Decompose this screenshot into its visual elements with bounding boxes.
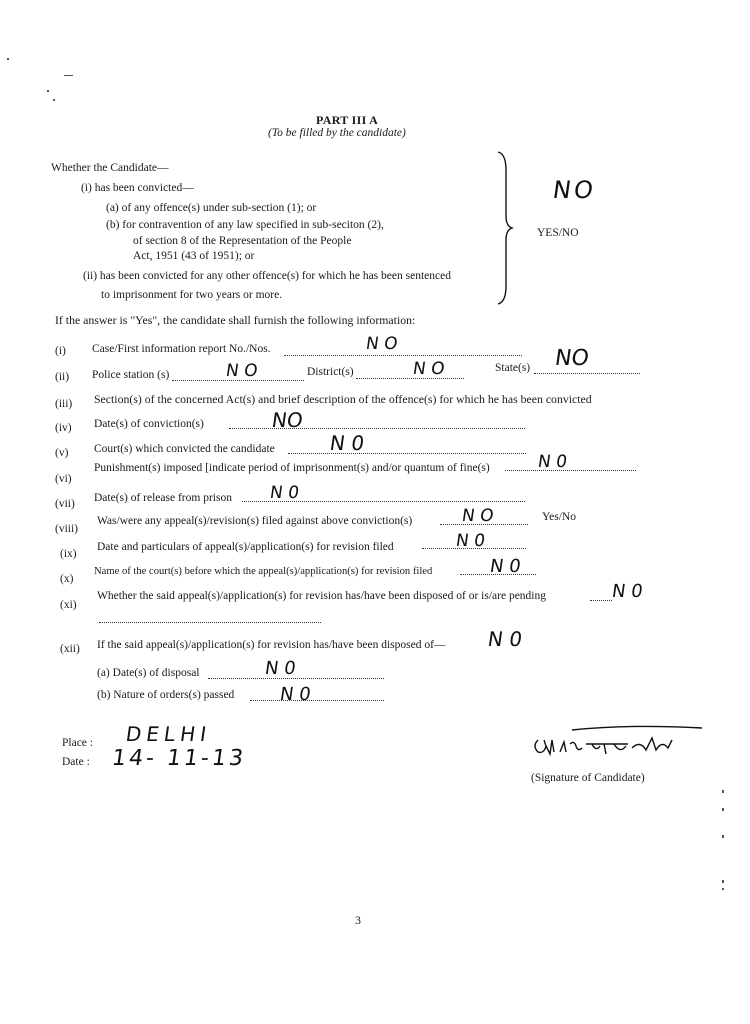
answer-line: [505, 470, 636, 471]
scan-speck: [722, 835, 724, 838]
item-xii-a-answer: N 0: [263, 658, 298, 679]
clause-a: (a) of any offence(s) under sub-section (1); or: [106, 202, 317, 214]
place-label: Place :: [62, 737, 93, 749]
item-iii-label: Section(s) of the concerned Act(s) and brief description of the offence(s) for which he has been convicted: [94, 392, 592, 406]
answer-line: [208, 678, 384, 679]
item-number: (viii): [55, 523, 78, 535]
answer-line: [288, 453, 526, 454]
item-ii-label: Police station (s): [92, 369, 170, 381]
item-vi-answer: N 0: [536, 452, 569, 472]
clause-i: (i) has been convicted—: [81, 182, 194, 194]
part-subtitle: (To be filled by the candidate): [268, 127, 406, 139]
yesno-handwritten-answer: NO: [551, 176, 598, 204]
state-answer: NO: [553, 346, 591, 371]
signature-caption: (Signature of Candidate): [531, 772, 645, 784]
answer-line: [284, 355, 522, 356]
item-number: (xii): [60, 643, 80, 655]
item-x-label: Name of the court(s) before which the appeal(s)/application(s) for revision filed: [94, 566, 433, 577]
scan-speck: [722, 808, 724, 811]
place-value: DELHI: [124, 722, 213, 746]
district-answer: N O: [411, 359, 446, 379]
item-number: (i): [55, 345, 66, 357]
clause-b-line1: (b) for contravention of any law specified in sub-seciton (2),: [106, 219, 384, 231]
item-iv-answer: NO: [270, 408, 305, 432]
item-xii-b-answer: N 0: [278, 684, 313, 705]
item-v-answer: N 0: [328, 431, 366, 455]
item-number: (x): [60, 573, 74, 585]
right-brace: [496, 150, 516, 306]
scan-speck: [722, 880, 724, 883]
item-x-answer: N 0: [488, 556, 523, 577]
item-iv-label: Date(s) of conviction(s): [94, 418, 204, 430]
answer-line: [250, 700, 384, 701]
clause-ii-line2: to imprisonment for two years or more.: [101, 289, 283, 301]
answer-line: [356, 378, 464, 379]
item-ix-answer: N 0: [454, 531, 487, 551]
answer-line: [590, 600, 612, 601]
scan-speck: [7, 58, 9, 60]
date-value: 14- 11-13: [110, 746, 248, 771]
item-number: (iii): [55, 398, 73, 410]
item-number: (ix): [60, 548, 77, 560]
district-label: District(s): [307, 366, 354, 378]
item-number: (iv): [55, 422, 72, 434]
answer-line: [99, 622, 321, 623]
item-viii-yesno: Yes/No: [542, 511, 576, 523]
item-xi-answer: N 0: [610, 581, 645, 602]
item-number: (v): [55, 447, 69, 459]
item-v-label: Court(s) which convicted the candidate: [94, 443, 275, 455]
item-vi-label: Punishment(s) imposed [indicate period of imprisonment(s) and/or quantum of fine(s): [94, 462, 490, 474]
yesno-label: YES/NO: [537, 227, 579, 239]
clause-b-line3: Act, 1951 (43 of 1951); or: [133, 250, 255, 262]
if-yes-instruction: If the answer is "Yes", the candidate shall furnish the following information:: [55, 313, 416, 327]
answer-line: [534, 373, 640, 374]
scan-speck: [53, 99, 55, 101]
item-viii-answer: N O: [460, 506, 495, 526]
scan-speck: [47, 90, 49, 92]
item-ii-police-answer: N O: [224, 361, 259, 381]
candidate-signature: [530, 722, 705, 762]
item-number: (vii): [55, 498, 75, 510]
item-number: (ii): [55, 371, 70, 383]
item-viii-label: Was/were any appeal(s)/revision(s) filed against above conviction(s): [97, 515, 413, 527]
clause-ii-line1: (ii) has been convicted for any other offence(s) for which he has been sentenced: [83, 270, 451, 282]
scan-speck: [722, 790, 724, 793]
item-xii-label: If the said appeal(s)/application(s) for revision has/have been disposed of—: [97, 639, 446, 651]
part-title: PART III A: [316, 113, 379, 127]
scan-speck: [64, 75, 73, 76]
clause-b-line2: of section 8 of the Representation of the People: [133, 235, 352, 247]
item-vii-answer: N 0: [268, 483, 301, 503]
scan-speck: [722, 888, 724, 890]
state-label: State(s): [495, 362, 531, 374]
item-xii-answer: N 0: [486, 627, 524, 651]
page-number: 3: [355, 913, 361, 927]
item-i-label: Case/First information report No./Nos.: [92, 343, 271, 355]
whether-candidate: Whether the Candidate—: [51, 162, 169, 174]
item-xii-b-label: (b) Nature of orders(s) passed: [97, 689, 235, 701]
item-number: (vi): [55, 473, 72, 485]
item-vii-label: Date(s) of release from prison: [94, 492, 232, 504]
item-xii-a-label: (a) Date(s) of disposal: [97, 667, 200, 679]
item-ix-label: Date and particulars of appeal(s)/application(s) for revision filed: [97, 541, 394, 553]
item-xi-label: Whether the said appeal(s)/application(s) for revision has/have been disposed of or is/are pending: [97, 590, 546, 602]
item-number: (xi): [60, 599, 77, 611]
item-i-answer: N O: [364, 334, 399, 354]
date-label: Date :: [62, 756, 90, 768]
